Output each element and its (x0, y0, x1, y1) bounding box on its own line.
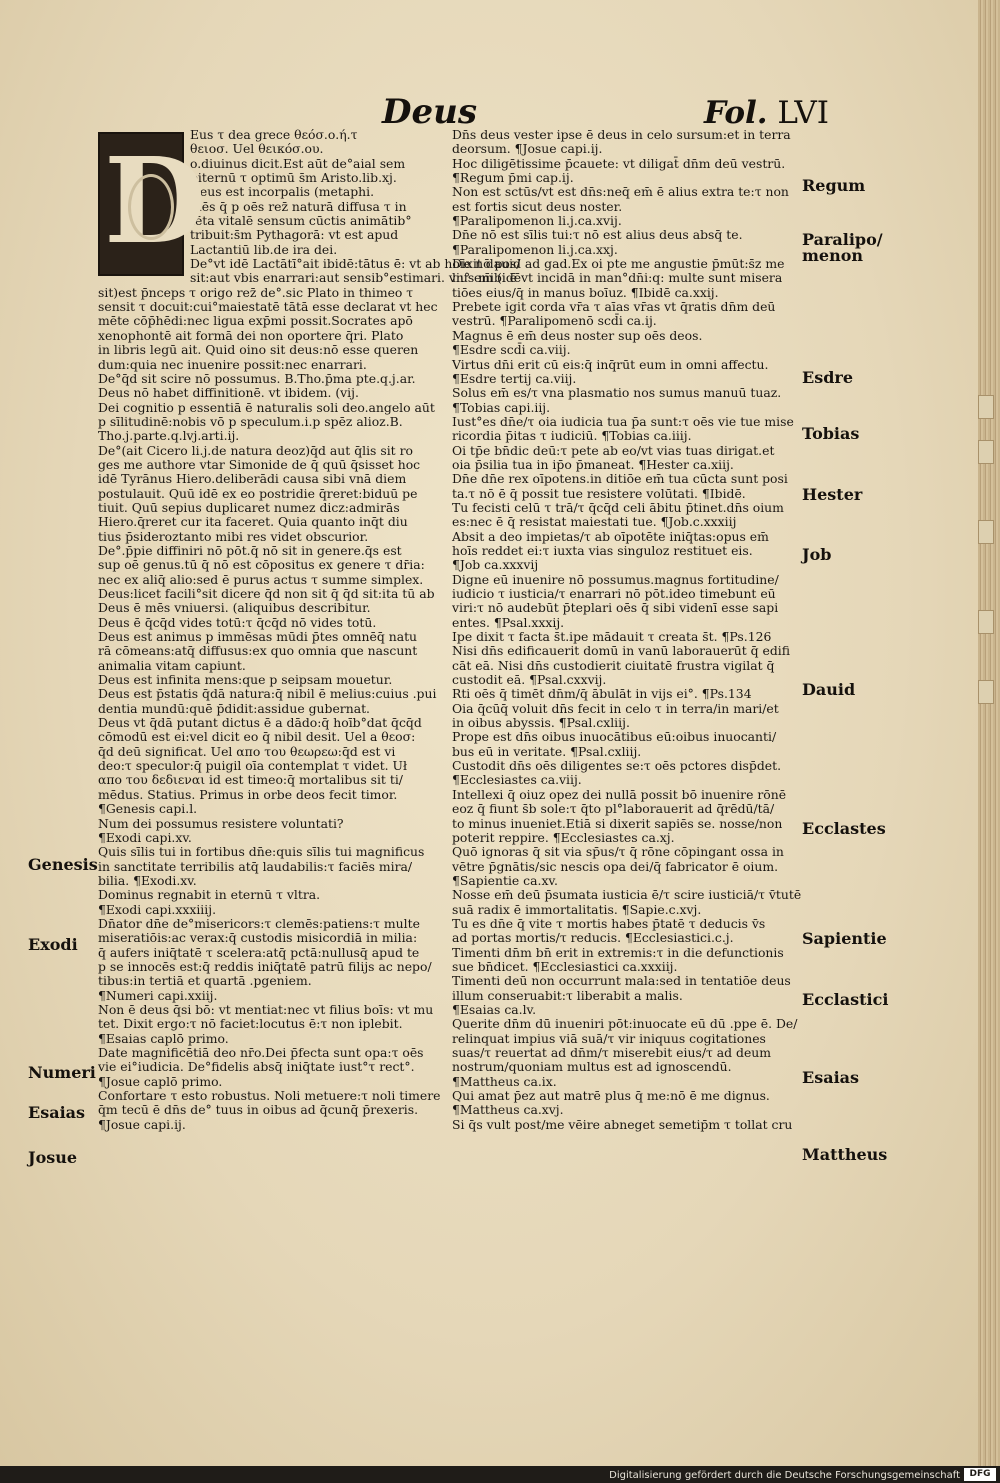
margin-note-left: Josue (28, 1148, 78, 1167)
text-line: vētre p̄gnātis/sic nescis opa dei/q̄ fabricator ē oium. (452, 858, 779, 874)
text-line: ¶Exodi capi.xxxiiij. (98, 901, 217, 917)
margin-note-right: Mattheus (802, 1145, 888, 1164)
page-tab (978, 610, 994, 634)
margin-note-right: Tobias (802, 424, 860, 443)
text-line: Hoc diligētissime p̄cauete: vt diligat̄ dn̄m deū vestrū. (452, 155, 786, 171)
text-line: Deus est infinita mens:que p seipsam mouetur. (98, 672, 393, 688)
right-column (452, 127, 802, 1132)
text-line: nec ex aliq̄ alio:sed ē purus actus τ summe simplex. (98, 571, 424, 587)
text-line: entes. ¶Psal.xxxij. (452, 614, 565, 630)
text-line: Digne eū inuenire nō possumus.magnus fortitudine/ (452, 571, 779, 587)
text-line: q̄m tecū ē dn̄s de° tuus in oibus ad q̄cunq̄ p̄rexeris. (98, 1102, 419, 1118)
text-line: Prebete igit corda vr̄a τ aīas vr̄as vt q̄ratis dn̄m deū (452, 299, 776, 315)
text-line: sup oē genus.tū q̄ nō est cōpositus ex genere τ dr̄ia: (98, 557, 425, 573)
text-line: ¶Exodi capi.xv. (98, 829, 192, 845)
text-line: deorsum. ¶Josue capi.ij. (452, 141, 603, 157)
text-line: p sīlitudinē:nobis vō p speculum.i.p spēz alioz.B. (98, 413, 403, 429)
text-line: Non ē deus q̄si bō: vt mentiat:nec vt filius boīs: vt mu (98, 1001, 434, 1017)
text-line: Rti oēs q̄ timēt dn̄m/q̄ ābulāt in vijs ei°. ¶Ps.134 (452, 686, 752, 702)
initial-letter: D (104, 131, 207, 270)
text-line: sue bn̄dicet. ¶Ecclesiastici ca.xxxiij. (452, 958, 678, 974)
text-line: eoz q̄ fiunt s̄b sole:τ q̄to pl°laborauerit ad q̄rēdū/tā/ (452, 801, 775, 817)
margin-note-left: Genesis (28, 855, 98, 874)
margin-note-right: menon (802, 246, 864, 265)
text-line: lius mibi ē vt incidā in man°dn̄i:q: multe sunt misera (452, 270, 783, 286)
running-title: Deus (382, 92, 477, 132)
text-line: vestrū. ¶Paralipomenō scd̄i ca.ij. (452, 313, 657, 329)
text-line: Nosse em̄ deū p̄sumata iusticia ē/τ scire iusticiā/τ v̄tutē (452, 887, 802, 903)
decorated-initial (98, 131, 207, 276)
text-line: θειοσ. Uel θεικόσ.ου. (190, 141, 324, 157)
dfg-logo: DFG (964, 1468, 996, 1481)
text-line: ad portas mortis/τ reducis. ¶Ecclesiastici.c.j. (452, 930, 734, 946)
margin-note-right: Paralipo/ (802, 230, 883, 249)
text-line: Deus:licet facili°sit dicere q̄d non sit q̄ q̄d sit:ita tū ab (98, 586, 435, 601)
text-line: suā radix ē immortalitatis. ¶Sapie.c.xvj. (452, 901, 702, 917)
text-line: o.diuinus dicit.Est aūt de°aial sem (190, 155, 406, 171)
text-line: Deus est p̄statis q̄dā natura:q̄ nibil ē melius:cuius .pui (98, 686, 437, 702)
folio (704, 95, 829, 131)
text-line: relinquat impius viā suā/τ vir iniquus cogitationes (452, 1030, 766, 1046)
text-line: Deus ē q̄cq̄d vides totū:τ q̄cq̄d nō vides totū. (98, 614, 377, 630)
text-line: Magnus ē em̄ deus noster sup oēs deos. (452, 327, 703, 343)
text-line: ¶Esdre scd̄i ca.viij. (452, 342, 571, 358)
text-line: in libris legū ait. Quid oino sit deus:nō esse queren (98, 342, 419, 358)
text-line: ta.τ nō ē q̄ possit tue resistere volūtati. ¶Ibidē. (452, 485, 746, 501)
text-line: De°vt idē Lactātī°ait ibidē:tātus ē: vt ab hoīe nō pos/ (190, 256, 521, 272)
text-line: Confortare τ esto robustus. Noli metuere:τ noli timere (98, 1088, 441, 1104)
text-line: ¶Tobias capi.iij. (452, 399, 551, 415)
text-line: Quō ignoras q̄ sit via sp̄us/τ q̄ rōne cōpingant ossa in (452, 844, 784, 860)
margin-note-left: Esaias (28, 1103, 86, 1122)
text-line: poterit reppire. ¶Ecclesiastes ca.xj. (452, 829, 675, 845)
text-line: Querite dn̄m dū inueniri pōt:inuocate eū dū .ppe ē. De/ (452, 1016, 798, 1032)
text-line: hoīs reddet ei:τ iuxta vias singuloz restituet eis. (452, 542, 753, 558)
text-line: oia p̄silia tua in ip̄o p̄maneat. ¶Hester ca.xiij. (452, 456, 734, 472)
text-line: De°(ait Cicero li.j.de natura deoz)q̄d aut q̄lis sit ro (98, 442, 413, 458)
text-line: Timenti dn̄m bn̄ erit in extremis:τ in die defunctionis (452, 944, 784, 960)
text-line: Dominus regnabit in eternū τ vltra. (98, 887, 321, 903)
text-line: Nisi dn̄s edificauerit domū in vanū laborauerūt q̄ edifi (452, 643, 790, 659)
text-line: deo:τ speculor:q̄ puigil oīa contemplat τ videt. Uł (98, 758, 408, 774)
text-line: animalia vitam capiunt. (98, 657, 246, 673)
text-line: Num dei possumus resistere voluntati? (98, 815, 344, 831)
text-line: Ipe dixit τ facta s̄t.ipe mādauit τ creata s̄t. ¶Ps.126 (452, 629, 772, 645)
margin-note-right: Regum (802, 176, 866, 195)
text-line: Dei cognitio p essentiā ē naturalis soli deo.angelo aūt (98, 399, 435, 415)
page-tab (978, 680, 994, 704)
text-line: Tho.j.parte.q.lvj.arti.ij. (98, 428, 240, 444)
text-line: ricordia p̄itas τ iudiciū. ¶Tobias ca.iiij. (452, 428, 692, 444)
text-line: es:nec ē q̄ resistat maiestati tue. ¶Job.c.xxxiij (452, 514, 737, 530)
text-line: tius p̄sideroztanto mibi res videt obscurior. (98, 528, 369, 544)
text-line: Eus τ dea grece θεόσ.ο.ή.τ (190, 127, 358, 142)
margin-note-right: Esaias (802, 1068, 860, 1087)
margin-note-right: Sapientie (802, 929, 887, 948)
text-line: Si q̄s vult post/me vēire abneget semetip̄m τ tollat cru (452, 1116, 793, 1132)
text-line: miseratiōis:ac verax:q̄ custodis misicordiā in milia: (98, 930, 418, 946)
text-line: tet. Dixit ergo:τ nō faciet:locutus ē:τ non iplebit. (98, 1016, 403, 1032)
text-line: mēte cōp̄hēdi:nec ligua exp̄mi possit.Socrates apō (98, 313, 413, 329)
text-line: idē Tyrānus Hiero.deliberādi causa sibi vnā diem (98, 471, 407, 487)
text-line: tēta vitalē sensum cūctis animātib° (190, 213, 412, 229)
text-line: postulauit. Quū idē ex eo postridie q̄reret:biduū pe (98, 485, 418, 501)
text-line: ¶Mattheus ca.ix. (452, 1073, 557, 1089)
text-line: Iust°es dn̄e/τ oia iudicia tua p̄a sunt:τ oēs vie tue mise (452, 413, 794, 429)
page-edges (978, 0, 1000, 1483)
text-line: Deus est animus p immēsas mūdi p̄tes omnēq̄ natu (98, 629, 418, 645)
text-line: Oi tp̄e bn̄dic deū:τ pete ab eo/vt vias tuas dirigat.et (452, 442, 775, 458)
text-line: tiōes eius/q̄ in manus boīuz. ¶Ibidē ca.xxij. (452, 284, 719, 300)
text-line: q̄d deū significat. Uel απο του θεωρεω:q̄d est vi (98, 743, 396, 759)
text-line: Tu fecisti celū τ trā/τ q̄cq̄d celi ābitu p̄tinet.dn̄s oium (452, 499, 784, 515)
text-line: bilia. ¶Exodi.xv. (98, 872, 197, 888)
text-line: viri:τ nō audebūt p̄teplari oēs q̄ sibi videnī esse sapi (452, 600, 779, 616)
text-line: Custodit dn̄s oēs diligentes se:τ oēs pctores disp̄det. (452, 758, 782, 774)
text-line: Dixit dauid ad gad.Ex oi pte me angustie p̄mūt:s̄z me (452, 256, 785, 272)
text-line: ¶Job ca.xxxvij (452, 557, 539, 573)
text-line: ¶Paralipomenon li.j.ca.xxj. (452, 241, 618, 257)
text-line: tribuit:s̄m Pythagorā: vt est apud (190, 227, 399, 243)
text-line: custodit eā. ¶Psal.cxxvij. (452, 672, 607, 688)
text-line: Deus vt q̄dā putant dictus ē a dādo:q̄ hoīb°dat q̄cq̄d (98, 715, 422, 731)
text-line: Deus ē mēs vniuersi. (aliquibus describitur. (98, 600, 371, 616)
text-line: Tu es dn̄e q̄ vite τ mortis habes p̄tatē τ deducis v̄s (452, 915, 766, 931)
page-tab (978, 395, 994, 419)
margin-note-left: Exodi (28, 935, 78, 954)
text-line: ¶Esaias caplō primo. (98, 1030, 229, 1046)
text-line: dum:quia nec inuenire possit:nec enarrari. (98, 356, 367, 372)
text-line: ¶Ecclesiastes ca.viij. (452, 772, 582, 788)
margin-note-right: Job (802, 545, 832, 564)
text-line: Prope est dn̄s oibus inuocātibus eū:oibus inuocanti/ (452, 729, 777, 745)
text-line: Dn̄ator dn̄e de°misericors:τ clemēs:patiens:τ multe (98, 915, 420, 931)
text-line: ¶Esaias ca.lv. (452, 1001, 537, 1017)
margin-note-right: Dauid (802, 680, 856, 699)
page-tab (978, 440, 994, 464)
text-line: iudicio τ iusticia/τ enarrari nō pōt.ideo timebunt eū (452, 586, 776, 601)
text-line: sit)est p̄nceps τ origo rez̄ de°.sic Plato in thimeo τ (98, 284, 414, 300)
text-line: Oia q̄cūq̄ voluit dn̄s fecit in celo τ in terra/in mari/et (452, 700, 779, 716)
text-line: tibus:in tertiā et quartā .pgeniem. (98, 973, 312, 989)
text-line: ges me authore vtar Simonide de q̄ quū q̄sisset hoc (98, 456, 421, 472)
margin-note-left: Numeri (28, 1063, 96, 1082)
text-line: est fortis sicut deus noster. (452, 198, 623, 214)
text-line: ¶Josue capi.ij. (98, 1116, 186, 1132)
text-line: xenophontē ait formā dei non oportere q̄ri. Plato (98, 327, 404, 343)
text-line: sit:aut vbis enarrari:aut sensib°estimari. vn° em̄ (idē (190, 270, 522, 286)
text-line: De°.p̄pie diffiniri nō pōt.q̄ nō sit in genere.q̄s est (98, 542, 402, 558)
text-line: piternū τ optimū s̄m Aristo.lib.xj. (190, 170, 397, 186)
footer-credit: Digitalisierung gefördert durch die Deutsche Forschungsgemeinschaft (609, 1470, 960, 1481)
folio-number: LVI (777, 95, 829, 131)
text-line: Solus em̄ es/τ vna plasmatio nos sumus manuū tuaz. (452, 385, 782, 401)
text-line: ¶Esdre tertij ca.viij. (452, 370, 577, 386)
text-line: Timenti deū non occurrunt mala:sed in tentatiōe deus (452, 973, 791, 989)
text-line: p se innocēs est:q̄ reddis iniq̄tatē patrū filijs ac nepo/ (98, 958, 432, 974)
margin-note-right: Ecclastici (802, 990, 889, 1009)
text-line: vie ei°iudicia. De°fidelis absq̄ iniq̄tate iust°τ rect°. (98, 1059, 415, 1075)
text-line: Deus nō habet diffinitionē. vt ibidem. (vij. (98, 385, 359, 401)
text-line: Deus est incorpalis (metaphi. (190, 184, 375, 200)
text-line: in oibus abyssis. ¶Psal.cxliij. (452, 715, 630, 731)
text-line: Non est sctūs/vt est dn̄s:neq̄ em̄ ē alius extra te:τ non (452, 184, 789, 200)
text-line: ¶Paralipomenon li.j.ca.xvij. (452, 213, 622, 229)
text-line: illum conseruabit:τ liberabit a malis. (452, 987, 683, 1003)
text-line: rā cōmeans:atq̄ diffusus:ex quo omnia que nascunt (98, 643, 418, 659)
text-line: Qui amat p̄ez aut matrē plus q̄ me:nō ē me dignus. (452, 1088, 770, 1104)
text-line: Dn̄e nō est sīlis tui:τ nō est alius deus absq̄ te. (452, 227, 743, 243)
initial-flourish (128, 174, 174, 240)
text-line: ¶Mattheus ca.xvj. (452, 1102, 564, 1118)
margin-note-right: Esdre (802, 368, 853, 387)
text-line: Absit a deo impietas/τ ab oīpotēte iniq̄tas:opus em̄ (452, 528, 769, 544)
text-line: Dn̄e dn̄e rex oīpotens.in ditiōe em̄ tua cūcta sunt posi (452, 471, 788, 487)
text-line: sensit τ docuit:cui°maiestatē tātā esse declarat vt hec (98, 299, 438, 315)
page-tab (978, 520, 994, 544)
text-line: Quis sīlis tui in fortibus dn̄e:quis sīlis tui magnificus (98, 844, 425, 860)
folio-prefix: Fol. (704, 95, 768, 131)
text-line: cōmodū est ei:vel dicit eo q̄ nibil desit. Uel a θεοσ: (98, 729, 416, 745)
text-line: bus eū in veritate. ¶Psal.cxliij. (452, 743, 642, 759)
text-line: cāt eā. Nisi dn̄s custodierit ciuitatē frustra vigilat q̄ (452, 657, 775, 673)
text-line: mēs q̄ p oēs rez̄ naturā diffusa τ in (190, 198, 407, 214)
text-line: ¶Numeri capi.xxiij. (98, 987, 218, 1003)
text-line: in sanctitate terribilis atq̄ laudabilis:τ faciēs mira/ (98, 858, 413, 874)
text-line: ¶Regum p̄mi cap.ij. (452, 170, 574, 186)
text-line: to minus inueniet.Etiā si dixerit sapiēs se. nosse/non (452, 815, 783, 831)
text-line: mēdus. Statius. Primus in orbe deos fecit timor. (98, 786, 398, 802)
text-line: De°q̄d sit scire nō possumus. B.Tho.p̄ma pte.q.j.ar. (98, 370, 416, 386)
text-line: Lactantiū lib.de ira dei. (190, 241, 338, 257)
text-line: suas/τ reuertat ad dn̄m/τ miserebit eius/τ ad deum (452, 1045, 772, 1060)
text-line: Date magnificētiā deo nr̄o.Dei p̄fecta sunt opa:τ oēs (98, 1045, 424, 1060)
margin-note-right: Ecclastes (802, 819, 886, 838)
text-line: tiuit. Quū sepius duplicaret numez dicz:admirās (98, 499, 400, 515)
text-line: απο του δεδιεναι id est timeo:q̄ mortalibus sit ti/ (98, 772, 403, 788)
text-line: Intellexi q̄ oiuz opez dei nullā possit bō inuenire rōnē (452, 786, 787, 802)
text-line: dentia mundū:quē p̄didit:assidue gubernat. (98, 700, 371, 716)
text-line: Virtus dn̄i erit cū eis:q̄ inq̄rūt eum in omni affectu. (452, 356, 769, 372)
text-line: q̄ aufers iniq̄tatē τ scelera:atq̄ pctā:nullusq̄ apud te (98, 944, 420, 960)
text-line: Hiero.q̄reret cur ita faceret. Quia quanto inq̄t diu (98, 514, 408, 530)
text-line: nostrum/quoniam multus est ad ignoscendū. (452, 1059, 732, 1075)
text-line: Dn̄s deus vester ipse ē deus in celo sursum:et in terra (452, 127, 791, 142)
margin-note-right: Hester (802, 485, 863, 504)
text-line: ¶Genesis capi.l. (98, 801, 198, 817)
text-line: ¶Josue caplō primo. (98, 1073, 223, 1089)
text-line: ¶Sapientie ca.xv. (452, 872, 558, 888)
